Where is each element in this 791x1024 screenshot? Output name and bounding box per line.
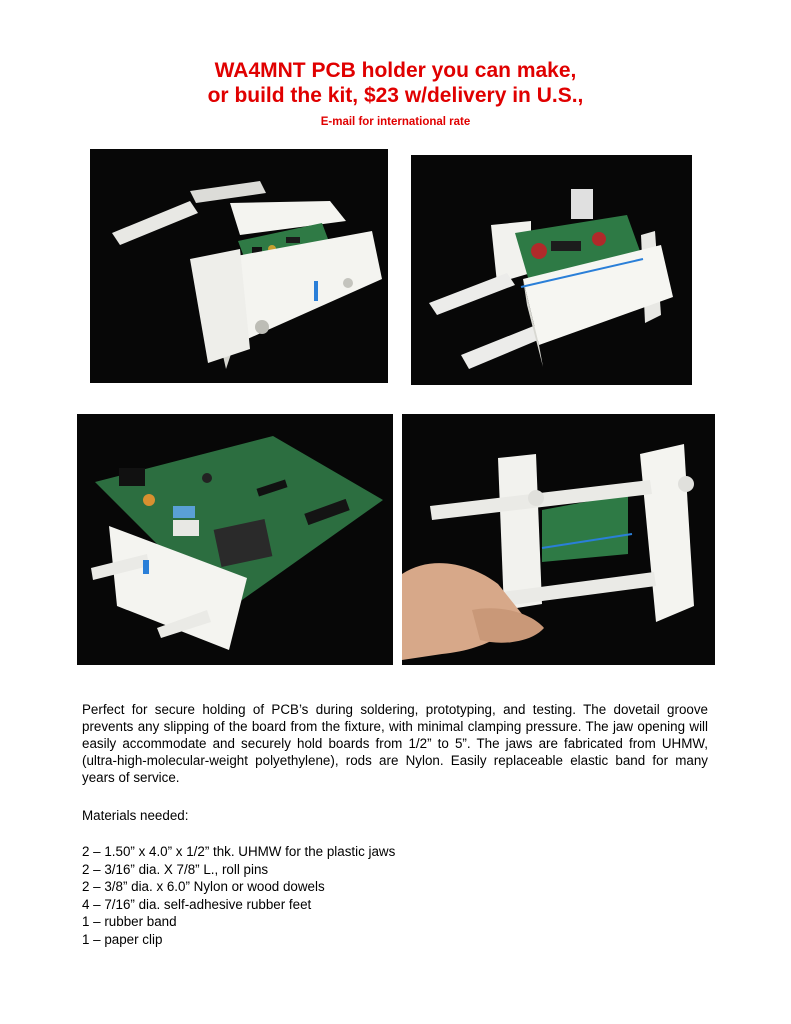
photo-holder-in-hand bbox=[402, 414, 715, 665]
materials-item: 2 – 3/16” dia. X 7/8” L., roll pins bbox=[82, 861, 269, 877]
materials-item: 2 – 3/8” dia. x 6.0” Nylon or wood dowels bbox=[82, 879, 325, 894]
materials-item: 4 – 7/16” dia. self-adhesive rubber feet bbox=[82, 896, 312, 912]
materials-heading: Materials needed: bbox=[82, 808, 189, 823]
materials-item: 1 – paper clip bbox=[82, 931, 163, 947]
page-title bbox=[0, 58, 791, 108]
title-line-2: or build the kit, $23 w/delivery in U.S., bbox=[207, 84, 584, 107]
photo-holder-small-board bbox=[90, 149, 388, 383]
photo-holder-rf-board bbox=[411, 155, 692, 385]
materials-item: 1 – rubber band bbox=[82, 914, 177, 929]
product-description: Perfect for secure holding of PCB’s during soldering, prototyping, and testing. The dovetail groove prevents any slipping of the board from the fixture, with minimal clamping pressure. The jaw opening will easily accommodate and securely hold boards from 1/2” to 5”. The jaws are fabricated from UHMW, (ultra-high-molecular-weight polyethylene), rods are Nylon. Easily replaceable elastic band for many years of service. bbox=[82, 702, 708, 785]
materials-list bbox=[82, 843, 395, 948]
page-subtitle: E-mail for international rate bbox=[320, 116, 471, 128]
materials-item: 2 – 1.50” x 4.0” x 1/2” thk. UHMW for the plastic jaws bbox=[82, 844, 396, 859]
photo-holder-large-board bbox=[77, 414, 393, 665]
title-line-1: WA4MNT PCB holder you can make, bbox=[214, 59, 577, 82]
